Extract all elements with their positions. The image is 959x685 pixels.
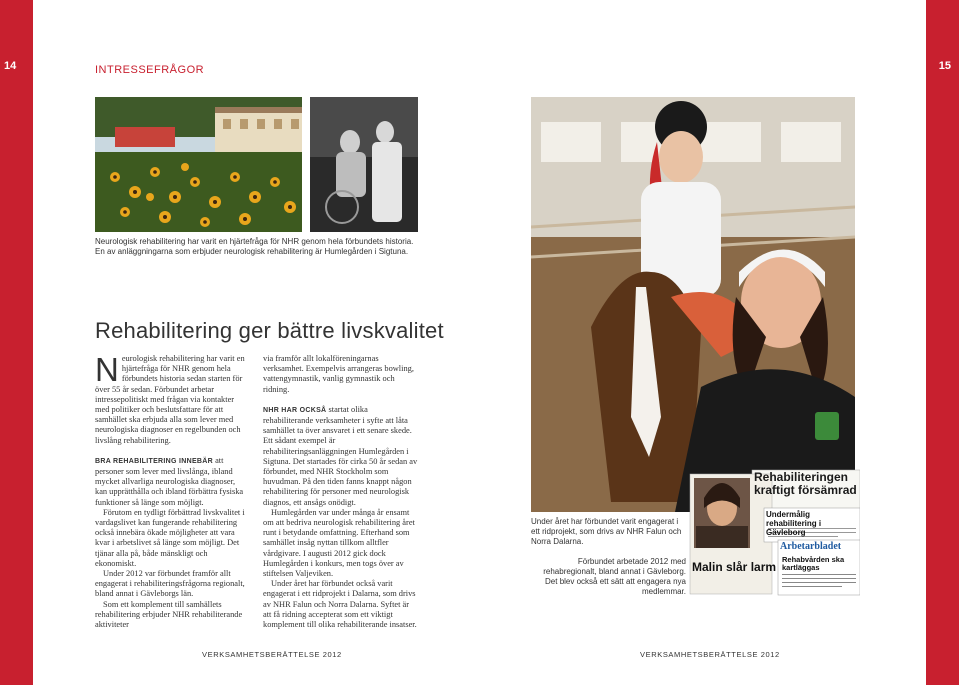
right-spine bbox=[926, 0, 959, 685]
clipping-3-masthead: Arbetarbladet bbox=[780, 541, 842, 552]
headline: Rehabilitering ger bättre livskvalitet bbox=[95, 318, 444, 343]
page-number-right: 15 bbox=[938, 60, 951, 72]
top-caption: Neurologisk rehabilitering har varit en hjärtefråga för NHR genom hela förbundets historia. En av anläggningarna som erbjuder neurologisk rehabilitering är Humlegården i Sigtuna. bbox=[95, 237, 414, 256]
paragraph: startat olika rehabiliterande verksamheter i syfte att låta samhället ta över ansvaret i ett senare skede. Ett sådant exempel är rehabiliteringsanläggningen Humlegården i Sigtuna. Det startades för cirka 50 år sedan av förbundet, med NHR Stockholm som huvudman. På den tiden fanns knappt någon rehabilitering för personer med neurologisk diagnos, ett ansågs onödigt. bbox=[263, 404, 418, 507]
clippings-collage bbox=[688, 468, 860, 600]
gavleborg-caption: Förbundet arbetade 2012 med rehabregionalt, bland annat i Gävleborg. Det blev också ett sätt att engagera nya medlemmar. bbox=[543, 557, 686, 596]
section-label: INTRESSEFRÅGOR bbox=[95, 64, 205, 76]
paragraph-lead: BRA REHABILITERING INNEBÄR bbox=[95, 457, 213, 465]
paragraph: Under året har förbundet också varit engagerat i ett ridprojekt i Dalarna, som drivs av NHR Falun och Norra Dalarna. Syftet är att få ridning accepterat som ett viktigt komplement till olika rehabiliterande insatser. bbox=[263, 579, 417, 630]
paragraph: Under 2012 var förbundet framför allt engagerat i rehabiliteringsfrågorna regionalt, bland annat i Gävleborgs län. bbox=[95, 569, 245, 599]
clipping-3-headline: Rehabvården ska kartläggas bbox=[782, 555, 845, 572]
article-column-2 bbox=[263, 354, 418, 630]
intro-paragraph: eurologisk rehabilitering har varit en hjärtefråga för NHR genom hela förbundets historia sedan starten för över 55 år sedan. Förbundet arbetar intressepolitiskt med frågan via kontakter med politiker och beslutsfattare för att samhället ska erbjuda alla som lever med neurologiska diagnoser en regelbunden och livslång rehabilitering. bbox=[95, 354, 245, 445]
clipping-2-headline: Undermålig rehabilitering i Gävleborg bbox=[766, 510, 822, 537]
paragraph: via framför allt lokalföreningarnas verksamhet. Exempelvis arrangeras bowling, vattengymnastik, vanlig gymnastik och ridning. bbox=[263, 354, 414, 394]
paragraph: Som ett komplement till samhällets rehabilitering erbjuder NHR rehabiliterande aktiviteter bbox=[95, 599, 243, 630]
garden-photo bbox=[95, 97, 302, 232]
paragraph: att personer som lever med livslånga, ibland mycket allvarliga neurologiska diagnoser, kan upprätthålla och ibland förbättra fysiska funktioner så länge som möjligt. bbox=[95, 455, 244, 507]
drop-cap: N bbox=[95, 351, 119, 388]
horse-riding-photo bbox=[531, 97, 855, 512]
ridprojekt-caption: Under året har förbundet varit engagerat i ett ridprojekt, som drivs av NHR Falun och Norra Dalarna. bbox=[531, 517, 682, 546]
left-spine bbox=[0, 0, 33, 685]
archive-photo bbox=[310, 97, 418, 232]
paragraph: Förutom en tydligt förbättrad livskvalitet i vardagslivet kan fungerande rehabilitering också innebära ökade möjligheter att vara kvar i arbetslivet så länge som möjligt. Det tjänar alla på, både mänskligt och ekonomiskt. bbox=[95, 507, 245, 568]
footer-left: VERKSAMHETSBERÄTTELSE 2012 bbox=[202, 650, 342, 659]
clipping-4-headline: Malin slår larm bbox=[692, 561, 776, 574]
article-column-1 bbox=[95, 351, 247, 630]
paragraph: Humlegården var under många år ensamt om att bedriva neurologisk rehabilitering året runt i betydande omfattning. Efterhand som samhället insåg nyttan tillkom alltfler vårdgivare. I augusti 2012 gick dock Humlegården i konkurs, men togs över av stiftelsen Valjeviken. bbox=[263, 507, 415, 579]
footer-right: VERKSAMHETSBERÄTTELSE 2012 bbox=[640, 650, 780, 659]
paragraph-lead: NHR HAR OCKSÅ bbox=[263, 406, 327, 414]
clipping-1-headline: Rehabiliteringen kraftigt försämrad bbox=[754, 470, 857, 497]
page-number-left: 14 bbox=[4, 60, 17, 72]
